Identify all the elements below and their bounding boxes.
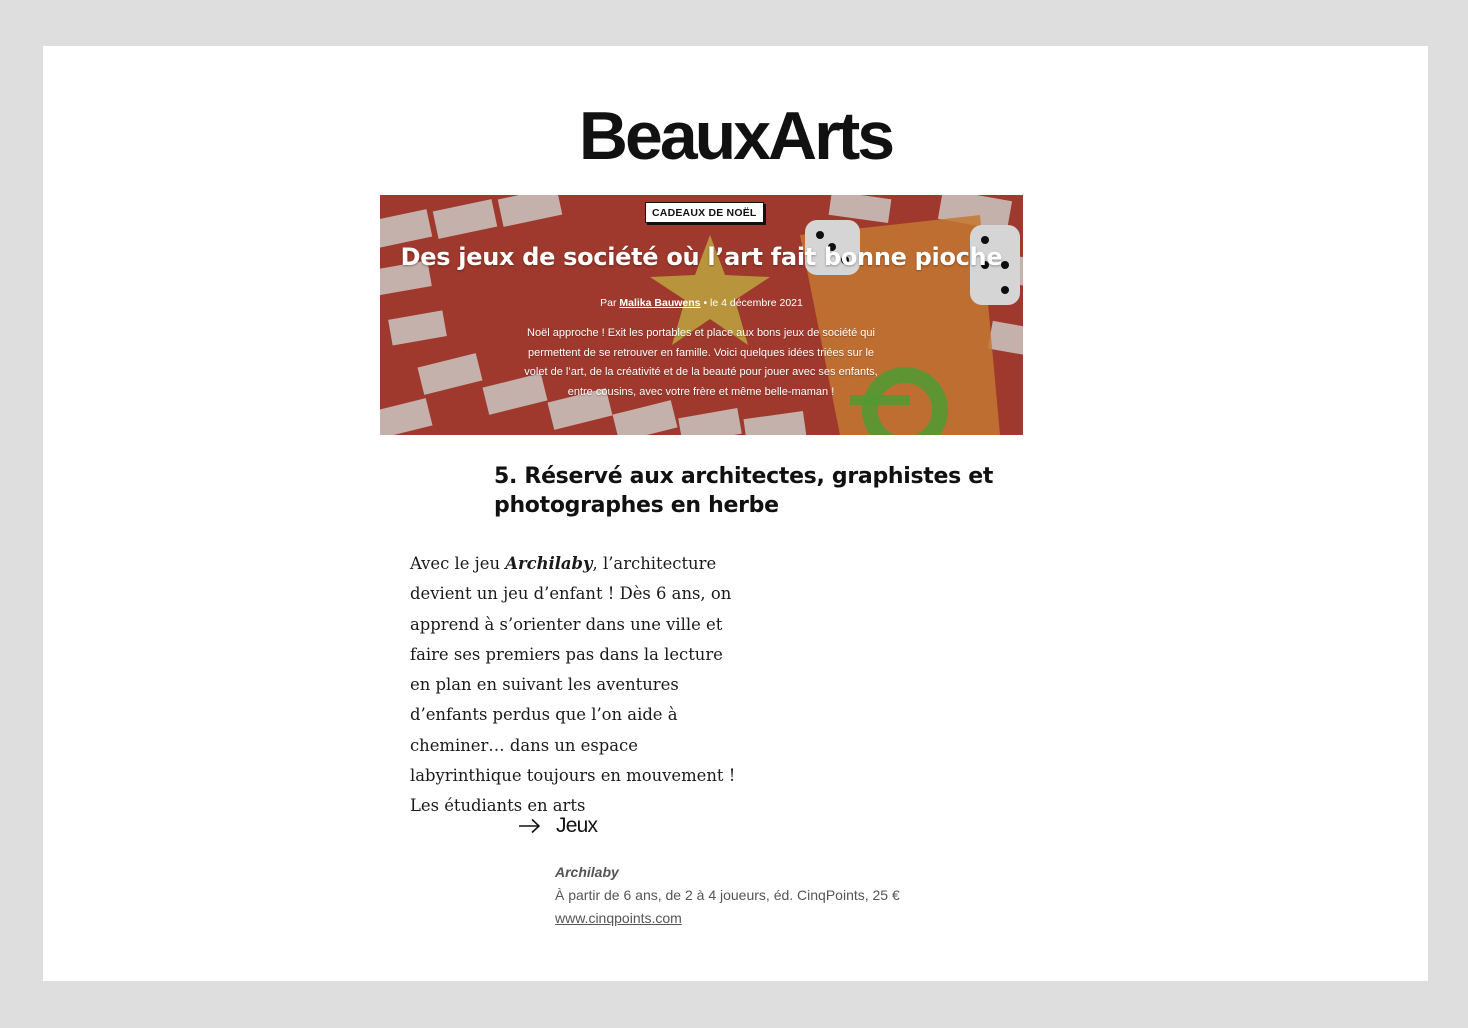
site-logo[interactable]: BeauxArts bbox=[578, 98, 893, 174]
product-details: À partir de 6 ans, de 2 à 4 joueurs, éd. CinqPoints, 25 € bbox=[555, 887, 900, 903]
product-credits bbox=[555, 861, 1015, 930]
arrow-right-icon bbox=[518, 818, 542, 834]
product-title: Archilaby bbox=[555, 864, 619, 880]
publish-date: • le 4 décembre 2021 bbox=[703, 297, 803, 309]
section-heading: 5. Réservé aux architectes, graphistes et photographes en herbe bbox=[494, 464, 994, 518]
paragraph-text: , l’architecture devient un jeu d’enfant ! Dès 6 ans, on apprend à s’orienter dans une ville et faire ses premiers pas dans la lecture en plan en suivant les aventures d’enfants perdus que l’on aide à cheminer… dans un espace labyrinthique toujours en mouvement ! Les étudiants en arts bbox=[410, 554, 736, 816]
article-byline bbox=[380, 297, 1023, 309]
hero-banner bbox=[380, 195, 1023, 435]
article-card bbox=[43, 46, 1428, 981]
paragraph-lead: Avec le jeu bbox=[410, 554, 506, 573]
game-name: Archilaby bbox=[505, 554, 593, 573]
author-link[interactable]: Malika Bauwens bbox=[619, 297, 701, 309]
article-paragraph bbox=[410, 549, 740, 822]
byline-prefix: Par bbox=[600, 297, 617, 309]
category-badge[interactable]: CADEAUX DE NOËL bbox=[645, 202, 764, 223]
article-headline: Des jeux de société où l’art fait bonne pioche bbox=[400, 243, 1003, 271]
category-link[interactable]: Jeux bbox=[556, 814, 598, 837]
article-intro: Noël approche ! Exit les portables et place aux bons jeux de société qui permettent de se retrouver en famille. Voici quelques idées triées sur le volet de l’art, de la créativité et de la beauté pour jouer avec ses enfants, entre cousins, avec votre frère et même belle-maman ! bbox=[524, 327, 878, 398]
publisher-link[interactable]: www.cinqpoints.com bbox=[555, 910, 682, 926]
